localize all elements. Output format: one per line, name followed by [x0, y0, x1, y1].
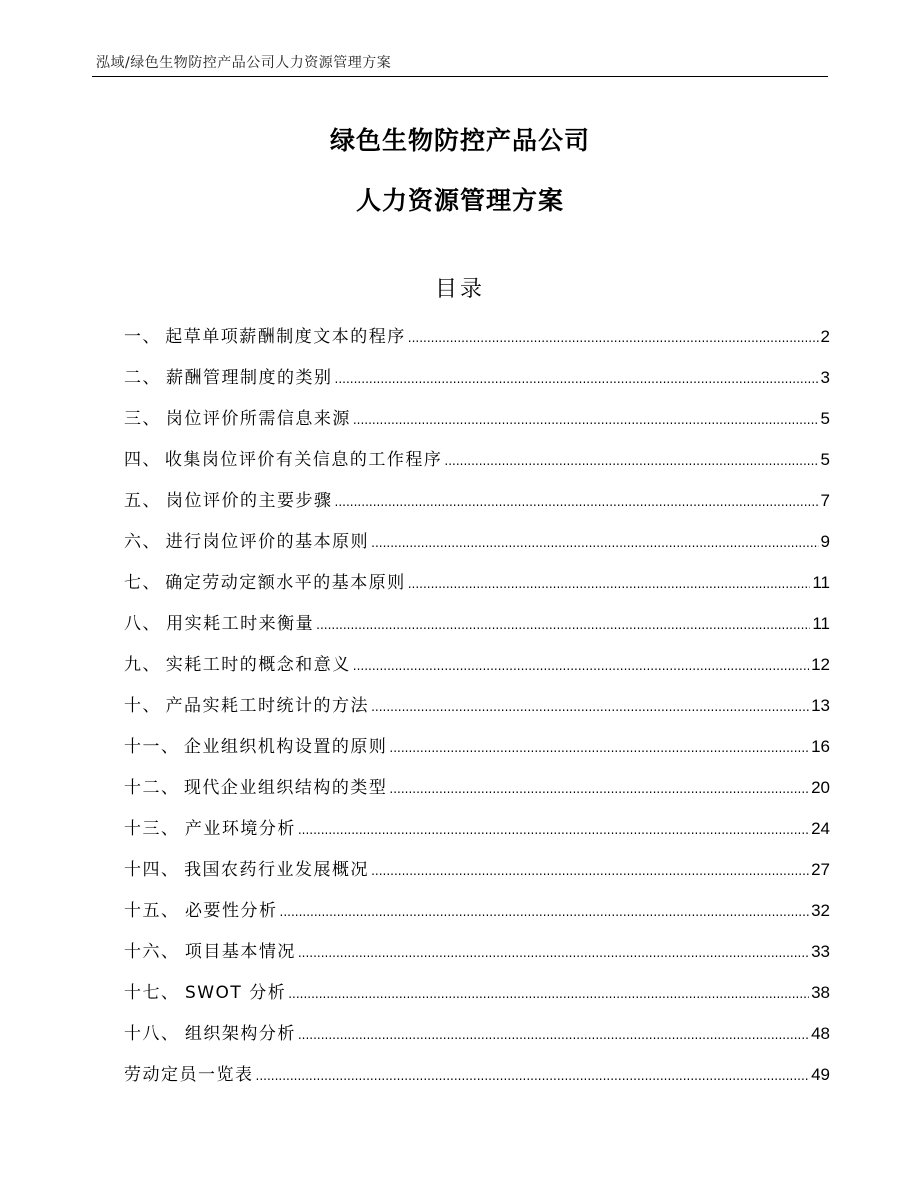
toc-entry-page: 9 — [820, 532, 830, 551]
toc-entry-page: 48 — [811, 1024, 830, 1043]
toc-entry-title: 产品实耗工时统计的方法 — [165, 696, 370, 716]
toc-entry-number: 十一、 — [124, 737, 180, 757]
toc-entry-number: 八、 — [124, 614, 161, 634]
toc-entry-page: 12 — [811, 655, 830, 674]
header-divider — [92, 76, 828, 77]
toc-entry[interactable] — [124, 896, 830, 937]
toc-dot-leader — [298, 938, 809, 968]
toc-entry-number: 十八、 — [124, 1024, 180, 1044]
toc-dot-leader — [280, 897, 810, 927]
document-title-line-1: 绿色生物防控产品公司 — [329, 126, 590, 155]
toc-dot-leader — [389, 733, 809, 763]
toc-dot-leader — [288, 979, 809, 1009]
toc-entry-title: 项目基本情况 — [184, 942, 296, 962]
toc-entry[interactable] — [124, 445, 830, 486]
toc-entry[interactable] — [124, 855, 830, 896]
toc-entry-page: 5 — [820, 450, 830, 469]
toc-entry-title: 现代企业组织结构的类型 — [183, 778, 388, 798]
toc-dot-leader — [335, 487, 819, 517]
toc-entry-title: 劳动定员一览表 — [124, 1065, 254, 1085]
toc-dot-leader — [316, 610, 810, 640]
toc-dot-leader — [371, 856, 809, 886]
toc-entry[interactable] — [124, 568, 830, 609]
toc-entry-page: 11 — [812, 573, 830, 592]
toc-entry-page: 33 — [811, 942, 830, 961]
toc-entry-page: 49 — [811, 1065, 830, 1084]
toc-entry-title: 岗位评价所需信息来源 — [165, 409, 351, 429]
toc-entry[interactable] — [124, 978, 830, 1019]
toc-entry[interactable] — [124, 363, 830, 404]
toc-entry-title: 实耗工时的概念和意义 — [165, 655, 351, 675]
toc-entry-title: 收集岗位评价有关信息的工作程序 — [164, 450, 443, 470]
toc-entry[interactable] — [124, 609, 830, 650]
toc-entry-number: 四、 — [124, 450, 161, 470]
toc-entry[interactable] — [124, 814, 830, 855]
toc-entry-title: 薪酬管理制度的类别 — [166, 368, 333, 388]
toc-entry-page: 7 — [820, 491, 830, 510]
toc-entry[interactable] — [124, 691, 830, 732]
toc-entry-page: 20 — [811, 778, 830, 797]
toc-entry-number: 十五、 — [124, 901, 180, 921]
toc-entry-number: 五、 — [124, 491, 161, 511]
toc-entry-page: 32 — [811, 901, 830, 920]
toc-entry-number: 七、 — [124, 573, 161, 593]
toc-dot-leader — [371, 528, 818, 558]
toc-entry-title: 岗位评价的主要步骤 — [166, 491, 333, 511]
toc-entry-page: 5 — [820, 409, 830, 428]
toc-dot-leader — [335, 364, 819, 394]
toc-entry-number: 十二、 — [124, 778, 180, 798]
toc-dot-leader — [298, 1020, 809, 1050]
document-title-line-2: 人力资源管理方案 — [355, 186, 564, 215]
toc-entry-title: 用实耗工时来衡量 — [166, 614, 315, 634]
toc-entry[interactable] — [124, 404, 830, 445]
toc-entry[interactable] — [124, 527, 830, 568]
toc-entry[interactable] — [124, 732, 830, 773]
toc-entry-number: 三、 — [124, 409, 161, 429]
toc-entry-number: 二、 — [124, 368, 161, 388]
toc-entry-page: 11 — [812, 614, 830, 633]
toc-entry[interactable] — [124, 650, 830, 691]
toc-heading: 目录 — [434, 277, 485, 302]
toc-dot-leader — [371, 692, 809, 722]
toc-dot-leader — [353, 405, 819, 435]
toc-entry-page: 2 — [820, 327, 830, 346]
toc-dot-leader — [408, 323, 819, 353]
toc-dot-leader — [444, 446, 818, 476]
toc-entry-number: 六、 — [124, 532, 161, 552]
toc-entry-number: 十三、 — [124, 819, 180, 839]
toc-entry-page: 3 — [820, 368, 830, 387]
toc-entry-number: 一、 — [124, 327, 161, 347]
toc-entry-title: 我国农药行业发展概况 — [184, 860, 370, 880]
toc-entry-title: 起草单项薪酬制度文本的程序 — [165, 327, 406, 347]
toc-entry-number: 十、 — [124, 696, 161, 716]
toc-entry-number: 十四、 — [124, 860, 180, 880]
toc-entry[interactable] — [124, 1019, 830, 1060]
toc-entry-page: 24 — [811, 819, 830, 838]
toc-entry-title: 必要性分析 — [185, 901, 278, 921]
toc-entry[interactable] — [124, 773, 830, 814]
toc-entry-number: 十七、 — [124, 983, 180, 1003]
toc-entry-title: 企业组织机构设置的原则 — [183, 737, 388, 757]
toc-dot-leader — [389, 774, 809, 804]
toc-entry[interactable] — [124, 937, 830, 978]
toc-entry-page: 16 — [811, 737, 830, 756]
toc-dot-leader — [353, 651, 809, 681]
table-of-contents — [124, 322, 830, 1101]
running-header: 泓域/绿色生物防控产品公司人力资源管理方案 — [96, 55, 392, 71]
toc-entry-title: 进行岗位评价的基本原则 — [165, 532, 370, 552]
toc-entry[interactable] — [124, 486, 830, 527]
toc-entry[interactable] — [124, 1060, 830, 1101]
toc-entry-title: 产业环境分析 — [184, 819, 296, 839]
toc-dot-leader — [298, 815, 809, 845]
toc-dot-leader — [408, 569, 811, 599]
toc-entry-title: SWOT 分析 — [184, 983, 287, 1003]
toc-entry-number: 十六、 — [124, 942, 180, 962]
toc-dot-leader — [256, 1061, 810, 1091]
toc-entry-page: 27 — [811, 860, 830, 879]
toc-entry-number: 九、 — [124, 655, 161, 675]
toc-entry-title: 确定劳动定额水平的基本原则 — [165, 573, 406, 593]
toc-entry-title: 组织架构分析 — [184, 1024, 296, 1044]
toc-entry[interactable] — [124, 322, 830, 363]
toc-entry-page: 38 — [811, 983, 830, 1002]
toc-entry-page: 13 — [811, 696, 830, 715]
